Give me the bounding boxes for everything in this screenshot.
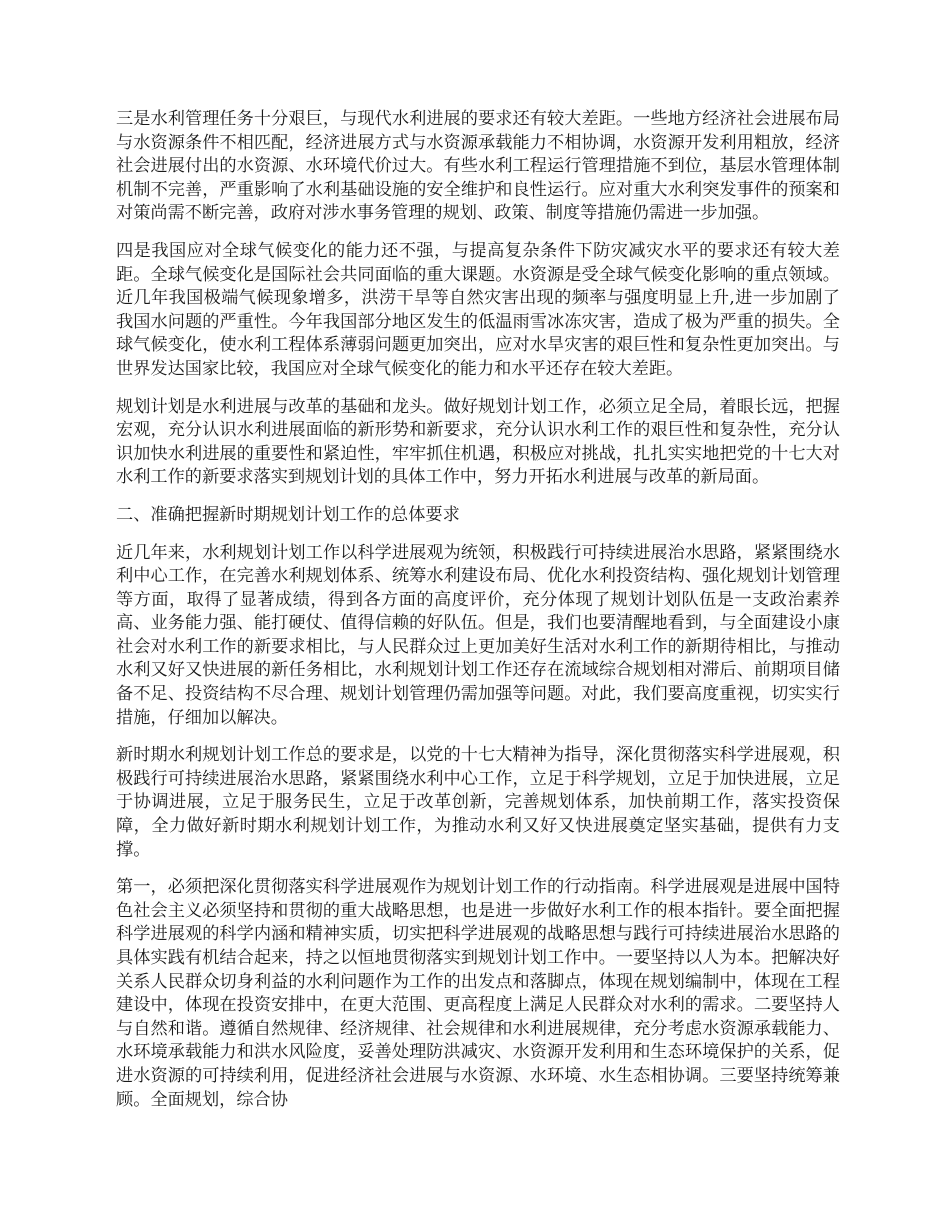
section-heading: 二、准确把握新时期规划计划工作的总体要求 <box>116 504 460 525</box>
paragraph-overall-requirements: 新时期水利规划计划工作总的要求是，以党的十七大精神为指导，深化贯彻落实科学进展观，积极践行可持续进展治水思路，紧紧围绕水利中心工作，立足于科学规划，立足于加快进展，立足于协调进展，立足于服务民生，立足于改革创新，完善规划体系，加快前期工作，落实投资保障，全力做好新时期水利规划计划工作，为推动水利又好又快进展奠定坚实基础，提供有力支撑。 <box>116 745 840 860</box>
paragraph-climate-change: 四是我国应对全球气候变化的能力还不强，与提高复杂条件下防灾减灾水平的要求还有较大差距。全球气候变化是国际社会共同面临的重大课题。水资源是受全球气候变化影响的重点领域。近几年我国极端气候现象增多，洪涝干旱等自然灾害出现的频率与强度明显上升,进一步加剧了我国水问题的严重性。今年我国部分地区发生的低温雨雪冰冻灾害，造成了极为严重的损失。全球气候变化，使水利工程体系薄弱问题更加突出，应对水旱灾害的艰巨性和复杂性更加突出。与世界发达国家比较，我国应对全球气候变化的能力和水平还存在较大差距。 <box>116 240 840 379</box>
document-body <box>116 108 840 1126</box>
paragraph-recent-achievements: 近几年来，水利规划计划工作以科学进展观为统领，积极践行可持续进展治水思路，紧紧围绕水利中心工作，在完善水利规划体系、统筹水利建设布局、优化水利投资结构、强化规划计划管理等方面，取得了显著成绩，得到各方面的高度评价，充分体现了规划计划队伍是一支政治素养高、业务能力强、能打硬仗、值得信赖的好队伍。但是，我们也要清醒地看到，与全面建设小康社会对水利工作的新要求相比，与人民群众过上更加美好生活对水利工作的新期待相比，与推动水利又好又快进展的新任务相比，水利规划计划工作还存在流域综合规划相对滞后、前期项目储备不足、投资结构不尽合理、规划计划管理仍需加强等问题。对此，我们要高度重视，切实实行措施，仔细加以解决。 <box>116 542 840 728</box>
paragraph-first-principle: 第一，必须把深化贯彻落实科学进展观作为规划计划工作的行动指南。科学进展观是进展中国特色社会主义必须坚持和贯彻的重大战略思想，也是进一步做好水利工作的根本指针。要全面把握科学进展观的科学内涵和精神实质，切实把科学进展观的战略思想与践行可持续进展治水思路的具体实践有机结合起来，持之以恒地贯彻落实到规划计划工作中。一要坚持以人为本。把解决好关系人民群众切身利益的水利问题作为工作的出发点和落脚点，体现在规划编制中，体现在工程建设中，体现在投资安排中，在更大范围、更高程度上满足人民群众对水利的需求。二要坚持人与自然和谐。遵循自然规律、经济规律、社会规律和水利进展规律，充分考虑水资源承载能力、水环境承载能力和洪水风险度，妥善处理防洪减灾、水资源开发利用和生态环境保护的关系，促进水资源的可持续利用，促进经济社会进展与水资源、水环境、水生态相协调。三要坚持统筹兼顾。全面规划，综合协 <box>116 877 840 1110</box>
paragraph-task-management: 三是水利管理任务十分艰巨，与现代水利进展的要求还有较大差距。一些地方经济社会进展布局与水资源条件不相匹配，经济进展方式与水资源承载能力不相协调，水资源开发利用粗放，经济社会进展付出的水资源、水环境代价过大。有些水利工程运行管理措施不到位，基层水管理体制机制不完善，严重影响了水利基础设施的安全维护和良性运行。应对重大水利突发事件的预案和对策尚需不断完善，政府对涉水事务管理的规划、政策、制度等措施仍需进一步加强。 <box>116 109 840 224</box>
paragraph-planning-foundation: 规划计划是水利进展与改革的基础和龙头。做好规划计划工作，必须立足全局，着眼长远，把握宏观，充分认识水利进展面临的新形势和新要求，充分认识水利工作的艰巨性和复杂性，充分认识加快水利进展的重要性和紧迫性，牢牢抓住机遇，积极应对挑战，扎扎实实地把党的十七大对水利工作的新要求落实到规划计划的具体工作中，努力开拓水利进展与改革的新局面。 <box>116 396 840 488</box>
